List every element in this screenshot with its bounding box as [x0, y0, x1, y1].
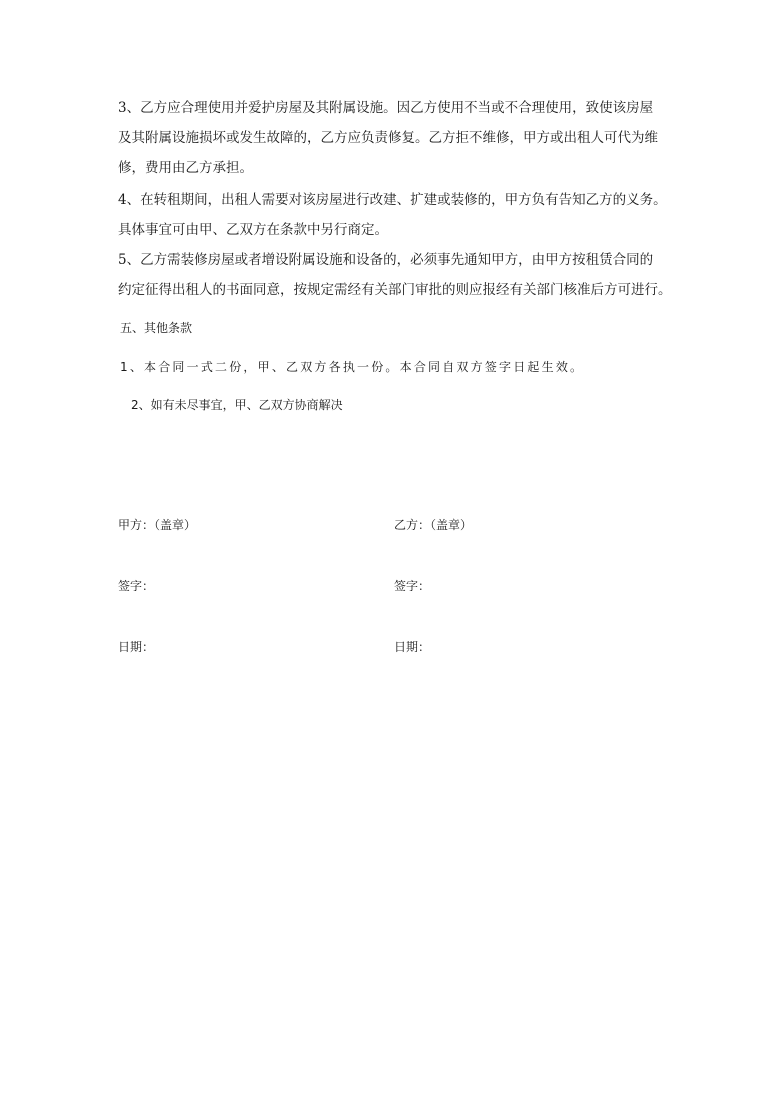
clause-4-line-1: 4、在转租期间，出租人需要对该房屋进行改建、扩建或装修的，甲方负有告知乙方的义务。 — [118, 192, 667, 208]
section-title: 五、其他条款 — [120, 321, 193, 335]
clause-3 — [118, 93, 663, 183]
party-a-seal-label: 甲方：（盖章） — [118, 518, 197, 532]
clause-5-line-2: 约定征得出租人的书面同意，按规定需经有关部门审批的则应报经有关部门核准后方可进行。 — [118, 282, 672, 298]
clause-4-line-2: 具体事宜可由甲、乙双方在条款中另行商定。 — [118, 222, 388, 238]
clause-3-line-1: 3、乙方应合理使用并爱护房屋及其附属设施。因乙方使用不当或不合理使用，致使该房屋 — [118, 100, 654, 116]
clause-5 — [118, 245, 672, 305]
clause-3-line-2: 及其附属设施损坏或发生故障的，乙方应负责修复。乙方拒不维修，甲方或出租人可代为维 — [118, 130, 658, 146]
party-b-date-label: 日期： — [394, 640, 431, 654]
clause-5-line-1: 5、乙方需装修房屋或者增设附属设施和设备的，必须事先通知甲方，由甲方按租赁合同的 — [118, 252, 654, 268]
party-b-seal-label: 乙方：（盖章） — [394, 518, 473, 532]
party-a-date-label: 日期： — [118, 640, 155, 654]
clause-4 — [118, 185, 667, 245]
party-a-sign-label: 签字： — [118, 579, 155, 593]
party-b-sign-label: 签字： — [394, 579, 431, 593]
clause-3-line-3: 修，费用由乙方承担。 — [118, 160, 253, 176]
other-term-2: 2、如有未尽事宜，甲、乙双方协商解决 — [131, 398, 343, 412]
other-term-1: 1、本合同一式二份，甲、乙双方各执一份。本合同自双方签字日起生效。 — [120, 360, 585, 374]
